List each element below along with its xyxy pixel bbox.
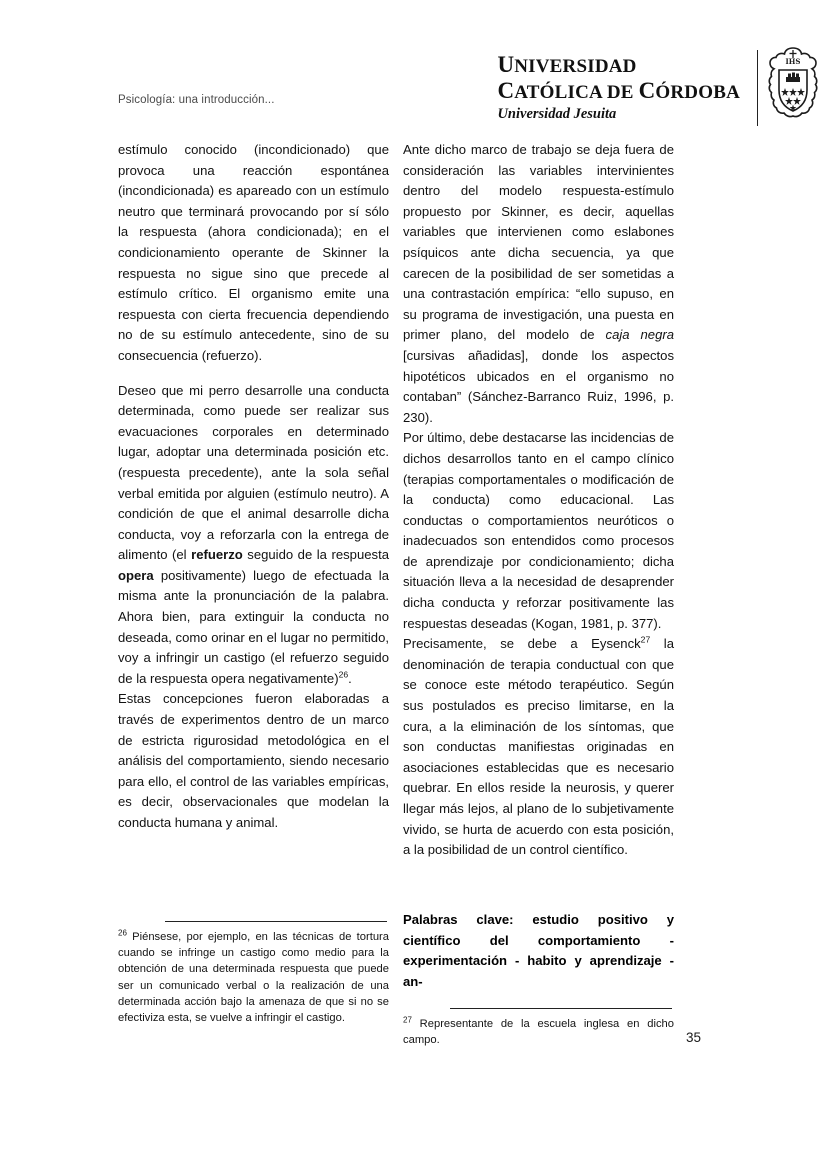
paragraph-left-3: Estas concepciones fueron elaboradas a través de experimentos dentro de un marco de estricta rigurosidad metodológica en el análisis del comportamiento, siendo necesario para ello, el control de las variables empíricas, es decir, observacionales que modelan la conducta humana y animal. [118, 691, 389, 830]
wordmark-divider-rule [757, 50, 758, 126]
paragraph-right-2: Por último, debe destacarse las incidencias de dichos desarrollos tanto en el campo clínico (terapias comportamentales o modificación de la conducta) como educacional. Las conductas o comportamientos neuróticos o inadecuados son entendidos como procesos de aprendizaje por condicionamiento; dicha situación lleva a la necesidad de desaprender dicha conducta y reforzar positivamente las respuestas deseadas (Kogan, 1981, p. 377). [403, 430, 674, 631]
paragraph-left-2-bold-opera: opera [118, 567, 154, 583]
svg-text:IHS: IHS [785, 57, 801, 66]
footnote-number-26: 26 [118, 928, 127, 938]
wordmark-line-universidad: UNIVERSIDAD [497, 52, 637, 77]
footnote-ref-27: 27 [640, 634, 651, 645]
keywords-text: Palabras clave: estudio positivo y científico del comportamiento - experimentación - habito y aprendizaje - an- [403, 912, 674, 989]
paragraph-right-1-text-b: [cursivas añadidas], donde los aspectos hipotéticos ubicados en el organismo no contaban” (Sánchez-Barranco Ruiz, 1996, p. 230). [403, 347, 674, 425]
footnote-block-right [403, 1008, 674, 1048]
keywords-block [403, 910, 674, 992]
column-right [403, 140, 674, 861]
wordmark-line-catolica-de-cordoba: CATÓLICA DE CÓRDOBA [497, 77, 740, 103]
university-crest-icon [762, 44, 824, 126]
paragraph-left-2-text-a: Deseo que mi perro desarrolle una conducta determinada, como puede ser realizar sus evacuaciones corporales en determinado lugar, adoptar una determinada posición etc. (respuesta precedente), ante la sola señal verbal emitida por alguien (estímulo neutro). A condición de que el animal desarrolle dicha conducta, voy a reforzarla con la entrega de alimento (el [118, 382, 389, 563]
footnote-body-27: Representante de la escuela inglesa en dicho campo. [403, 1018, 674, 1047]
footnote-separator-rule-left [165, 921, 387, 922]
paragraph-right-3-text-b: la denominación de terapia conductual con que se conoce este método terapéutico. Según sus postulados es preciso limitarse, en la cura, a la eliminación de los síntomas, que son conductas manifiestas originadas en asociaciones establecidas que es necesario quebrar. En ellos reside la neurosis, y querer llegar más lejos, al plano de lo subjetivamente vivido, se hurta de acuerdo con esta posición, a la posibilidad de un control científico. [403, 636, 674, 858]
paragraph-right-1 [403, 140, 674, 428]
footnote-block-left [118, 921, 389, 1026]
paragraph-left-2-text-b: seguido de la respuesta [242, 547, 389, 563]
paragraph-left-1: estímulo conocido (incondicionado) que provoca una reacción espontánea (incondicionada) es apareado con un estímulo neutro que terminará provocando por sí sólo la respuesta (ahora condicionada); en el condicionamiento operante de Skinner la respuesta no sigue sino que precede al estímulo crítico. El organismo emite una respuesta con cierta frecuencia dependiendo no de su estímulo antecedente, sino de su consecuencia (refuerzo). [118, 142, 389, 363]
footnote-number-27: 27 [403, 1015, 412, 1025]
university-wordmark [497, 52, 740, 122]
paragraph-left-2-text-d: . [348, 670, 352, 686]
footnote-text-27 [403, 1016, 674, 1048]
running-head: Psicología: una introducción... [118, 94, 275, 106]
column-left [118, 140, 389, 834]
paragraph-right-1-italic-caja-negra: caja negra [605, 327, 674, 343]
paragraph-right-3-text-a: Precisamente, se debe a Eysenck [403, 636, 641, 652]
wordmark-line-universidad-jesuita: Universidad Jesuita [497, 105, 617, 122]
paragraph-right-1-text-a: Ante dicho marco de trabajo se deja fuera de consideración las variables intervinientes dentro del modelo respuesta-estímulo propuesto por Skinner, es decir, aquellas variables que intervienen como eslabones psíquicos ante dicha secuencia, ya que carecen de la posibilidad de ser sometidas a una contrastación empírica: “ello supuso, en su programa de investigación, una puesta en primer plano, del modelo de [403, 142, 674, 343]
footnote-separator-rule-right [450, 1008, 672, 1009]
paragraph-left-2-bold-refuerzo: refuerzo [191, 547, 243, 563]
page-number: 35 [686, 1030, 702, 1045]
paragraph-left-2 [118, 381, 389, 690]
footnote-text-26 [118, 929, 389, 1026]
footnote-body-26: Piénsese, por ejemplo, en las técnicas de tortura cuando se infringe un castigo como medio para la obtención de una determinada respuesta que puede ser un comunicado verbal o la realización de una determinada acción bajo la amenaza de que si no se efectiviza esta, se vuelve a infringir el castigo. [118, 931, 389, 1025]
page-header [0, 0, 828, 140]
paragraph-left-2-text-c: positivamente) luego de efectuada la misma ante la pronunciación de la palabra. Ahora bien, para extinguir la conducta no deseada, como orinar en el lugar no permitido, voy a infringir un castigo (el refuerzo seguido de la respuesta opera negativamente) [118, 567, 389, 686]
paragraph-right-3 [403, 634, 674, 861]
footnote-ref-26: 26 [338, 669, 349, 680]
